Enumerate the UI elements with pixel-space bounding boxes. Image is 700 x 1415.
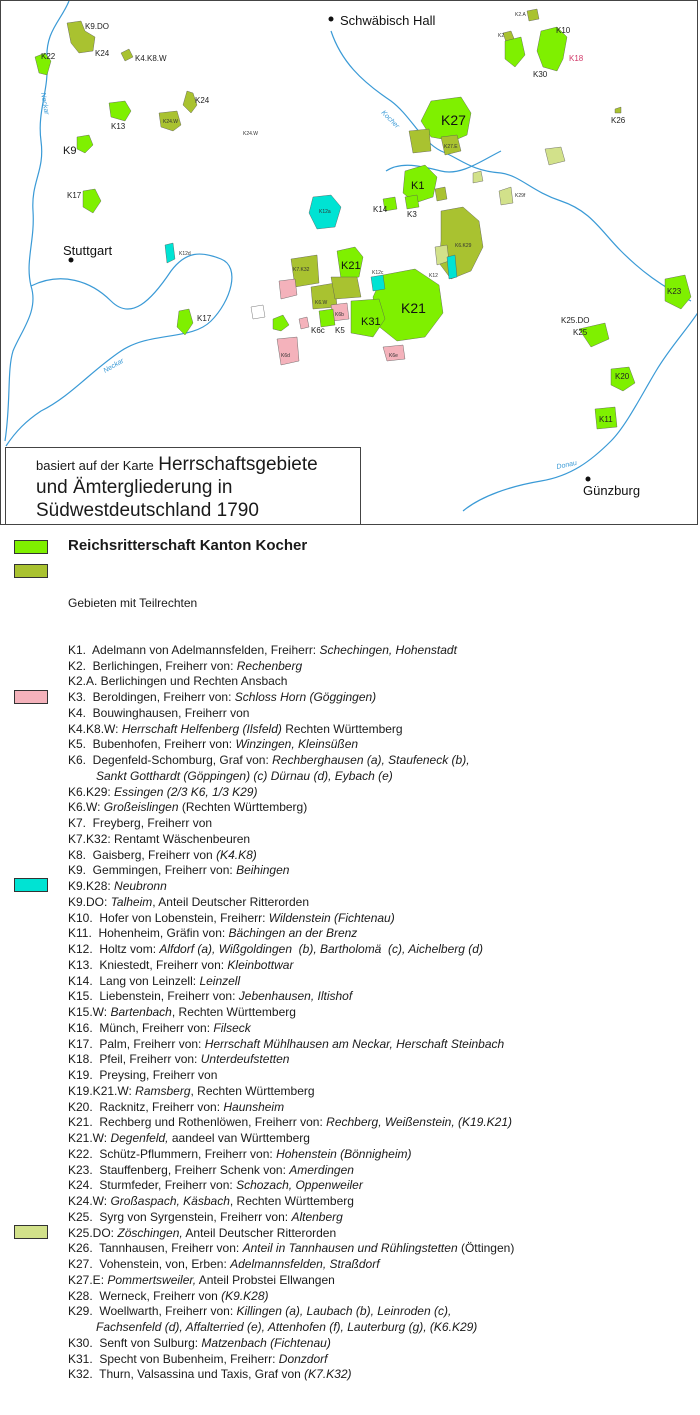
city-label-guenzburg: Günzburg: [583, 483, 641, 498]
legend-entry-text: , Anteil Deutscher Ritterorden: [152, 894, 310, 909]
territory-labels: [41, 12, 682, 424]
legend-entry-places: Fachsenfeld (d), Affalterried (e), Attenhofen (f), Lauterburg (g), (K6.K29): [96, 1320, 478, 1334]
legend-entry: [68, 1084, 514, 1100]
legend-entry-places: Unterdeufstetten: [200, 1052, 290, 1067]
label-k5: K5: [335, 326, 345, 335]
territory-k9: [77, 135, 93, 153]
label-k2: K2: [498, 33, 505, 39]
legend-entry-places: Anteil in Tannhausen und Rühlingstetten: [242, 1241, 458, 1256]
territory-k17b: [177, 309, 193, 335]
label-k18: K18: [569, 54, 584, 63]
territory-k29e: [545, 147, 565, 165]
legend-entry: [68, 722, 514, 738]
territory-k13: [109, 101, 131, 121]
legend-entry: [68, 942, 514, 958]
label-k17a: K17: [67, 191, 82, 200]
legend-entry: [68, 1273, 514, 1289]
legend-entry-places: Kleinbottwar: [227, 957, 294, 972]
legend-entry-text: , Rechten Württemberg: [171, 1005, 296, 1019]
river-neckar-north: [5, 1, 69, 441]
label-k6k29: K6.K29: [455, 243, 472, 249]
swatch-woellwarth: [14, 1225, 48, 1239]
legend-entry-places: Neubronn: [114, 879, 167, 893]
legend-entry-places: Ramsberg: [135, 1083, 191, 1098]
legend-entry-text: K19.K21.W:: [68, 1083, 136, 1098]
label-k27: K27: [441, 112, 466, 128]
legend-entry: [68, 989, 514, 1005]
label-k6d: K6d: [281, 353, 290, 359]
territory-k26: [615, 107, 621, 113]
legend-entry-text: K20. Racknitz, Freiherr von:: [68, 1099, 224, 1114]
territory-k2a: [527, 9, 539, 21]
legend-entry: [68, 1367, 514, 1383]
legend-entry-places: Herrschaft Helfenberg (Ilsfeld): [121, 721, 282, 736]
territory-k30-main: [505, 37, 525, 67]
label-k1: K1: [411, 180, 425, 192]
legend-entry: [68, 1115, 514, 1131]
map-panel: [0, 0, 698, 525]
legend-entry-text: K1. Adelmann von Adelmannsfelden, Freiherr:: [68, 642, 320, 657]
label-k6c: K6c: [311, 326, 325, 335]
label-k10: K10: [556, 26, 571, 35]
legend-title: Reichsritterschaft Kanton Kocher: [68, 537, 308, 554]
label-k9: K9: [63, 145, 77, 157]
legend-entry-text: K9. Gemmingen, Freiherr von:: [68, 863, 237, 878]
label-k12d: K12d: [179, 251, 191, 257]
legend-entry-text: K4. Bouwinghausen, Freiherr von: [68, 705, 250, 720]
legend-entry-text: K13. Kniestedt, Freiherr von:: [68, 957, 228, 972]
legend-entry-text: K9.DO:: [68, 894, 111, 909]
legend-entry: [68, 1005, 514, 1021]
legend-entry-text: K28. Werneck, Freiherr von: [68, 1288, 222, 1303]
legend-entry-text: K16. Münch, Freiherr von:: [68, 1020, 214, 1035]
legend-entry-text: K21. Rechberg und Rothenlöwen, Freiherr von:: [68, 1115, 327, 1130]
source-prefix: basiert auf der Karte: [36, 458, 154, 473]
legend-entry-text: Rechten Württemberg: [281, 721, 403, 736]
legend-entry-places: Schechingen, Hohenstadt: [319, 642, 457, 657]
city-label-stuttgart: Stuttgart: [63, 243, 113, 258]
legend-entry-places: Talheim: [110, 894, 153, 909]
river-neckar-south: [6, 254, 232, 446]
legend-entry: [68, 769, 514, 785]
river-label-donau: Donau: [555, 459, 578, 471]
label-k12c: K12c: [372, 270, 384, 276]
legend-entry-places: Beihingen: [236, 863, 290, 878]
legend-entry-text: aandeel van Württemberg: [168, 1131, 310, 1145]
label-k22: K22: [41, 52, 56, 61]
legend-entry-places: Zöschingen,: [117, 1225, 183, 1240]
legend-entry-places: Killingen (a), Laubach (b), Leinroden (c),: [236, 1304, 452, 1319]
source-title-line3: Südwestdeutschland 1790: [36, 500, 259, 521]
label-k11: K11: [599, 415, 613, 424]
label-k26: K26: [611, 116, 626, 125]
legend-entry-text: K7.K32: Rentamt Wäschenbeuren: [68, 831, 251, 846]
legend-entry: [68, 1052, 514, 1068]
label-k17b: K17: [197, 314, 212, 323]
label-k12a: K12a: [319, 209, 331, 215]
legend-entry: [68, 911, 514, 927]
legend-entry-text: K6.K29:: [68, 784, 115, 799]
legend-entry-places: Rechberg, Weißenstein, (K19.K21): [326, 1115, 513, 1130]
legend-entry-places: Sankt Gotthardt (Göppingen) (c) Dürnau (d), Eybach (e): [96, 768, 393, 783]
legend-entry-places: Altenberg: [291, 1209, 343, 1224]
city-dot-stuttgart: [69, 258, 74, 263]
legend-entry-places: Winzingen, Kleinsüßen: [235, 737, 359, 752]
legend-entry-text: K15. Liebenstein, Freiherr von:: [68, 989, 239, 1004]
label-k24f: K24.W: [243, 131, 259, 137]
legend-entry-text: K7. Freyberg, Freiherr von: [68, 816, 213, 830]
legend-entry: [68, 1226, 514, 1242]
legend-entry: [68, 1100, 514, 1116]
legend-entry-text: K11. Hohenheim, Gräfin von:: [68, 926, 229, 941]
label-k7k32: K7.K32: [293, 267, 310, 273]
legend-entry-places: Rechenberg: [236, 658, 303, 673]
legend-entry-places: Wildenstein (Fichtenau): [268, 910, 395, 925]
label-k9do: K9.DO: [85, 22, 110, 31]
legend-entry-text: K17. Palm, Freiherr von:: [68, 1036, 205, 1051]
river-label-neckar-south: Neckar: [102, 357, 126, 375]
legend-entry-text: K31. Specht von Bubenheim, Freiherr:: [68, 1351, 279, 1366]
legend-entry: [68, 785, 514, 801]
legend-entry-text: K15.W:: [68, 1005, 111, 1019]
legend-entry-places: Bächingen an der Brenz: [228, 926, 358, 941]
city-dot-schwaebisch-hall: [329, 17, 334, 22]
label-k48w: K4.K8.W: [135, 54, 167, 63]
legend-entry: [68, 1304, 514, 1320]
territory-k16: [273, 315, 289, 331]
legend-entry-places: (K4.K8): [216, 847, 257, 862]
label-k14: K14: [373, 205, 388, 214]
legend-entry: [68, 643, 514, 659]
territory-k6d: [277, 337, 299, 365]
river-donau: [463, 311, 698, 511]
legend-entry-places: Rechberghausen (a), Staufeneck (b),: [272, 753, 470, 767]
legend-entry: [68, 1131, 514, 1147]
legend-entry-places: Alfdorf (a), Wißgoldingen (b), Bartholomä (c), Aichelberg (d): [159, 942, 483, 956]
territory-k28: [435, 187, 447, 201]
legend-entry: [68, 1336, 514, 1352]
legend-entry-text: K23. Stauffenberg, Freiherr Schenk von:: [68, 1162, 290, 1177]
territory-k29f: [499, 187, 513, 205]
territory-k12-east: [447, 255, 457, 279]
territory-k3: [405, 195, 419, 209]
legend-entry-places: (K9.K28): [221, 1288, 269, 1303]
legend-entry: [68, 659, 514, 675]
legend-entry-places: Pommertsweiler,: [107, 1272, 197, 1287]
legend-entry-text: K2. Berlichingen, Freiherr von:: [68, 658, 237, 673]
label-k24w: K24.W: [163, 119, 179, 125]
swatch-kanton: [14, 540, 48, 554]
legend-entry: [68, 1021, 514, 1037]
label-k27e: K27.E: [444, 144, 458, 150]
territory-k6c: [299, 317, 309, 329]
legend-entry: [68, 1194, 514, 1210]
territory-k29g: [473, 171, 483, 183]
legend-entry-places: Schloss Horn (Göggingen): [234, 690, 377, 704]
label-k23: K23: [667, 287, 682, 296]
legend-entry-text: K27.E:: [68, 1272, 108, 1287]
legend-entry: [68, 895, 514, 911]
label-k24b: K24: [195, 96, 210, 105]
legend-entry-text: K24.W:: [68, 1194, 111, 1208]
legend-entry: [68, 1163, 514, 1179]
legend-entry: [68, 879, 514, 895]
legend-entry: [68, 706, 514, 722]
legend-entry: [68, 816, 514, 832]
legend: [0, 532, 700, 1382]
swatch-teilrechte: [14, 564, 48, 578]
swatch-degenfeld: [14, 690, 48, 704]
legend-entry: [68, 926, 514, 942]
legend-entry-text: , Rechten Württemberg: [229, 1194, 354, 1208]
legend-entry-places: Herrschaft Mühlhausen am Neckar, Herschaft Steinbach: [204, 1036, 505, 1051]
label-k20: K20: [615, 372, 630, 381]
territory-k6a: [279, 279, 297, 299]
legend-entry: [68, 974, 514, 990]
legend-entry-places: Schozach, Oppenweiler: [236, 1178, 363, 1193]
legend-entry-places: (K7.K32): [304, 1367, 352, 1382]
legend-entry-places: Bartenbach: [110, 1005, 172, 1019]
legend-entry: [68, 1147, 514, 1163]
legend-entry: [68, 800, 514, 816]
label-k29f: K29f: [515, 193, 526, 199]
legend-entry: [68, 1241, 514, 1257]
river-kocher: [331, 31, 691, 301]
legend-entry-text: K30. Senft von Sulburg:: [68, 1335, 202, 1350]
legend-entry-places: Großaspach, Käsbach: [110, 1194, 230, 1208]
label-k25: K25: [573, 328, 588, 337]
legend-entry: [68, 1037, 514, 1053]
legend-entry-text: K21.W:: [68, 1131, 111, 1145]
label-k31: K31: [361, 316, 381, 328]
river-label-neckar-north: Neckar: [39, 92, 50, 116]
source-title-line1: Herrschaftsgebiete: [158, 454, 318, 475]
city-dot-guenzburg: [586, 477, 591, 482]
label-k6w: K6.W: [315, 300, 328, 306]
legend-entry-places: Donzdorf: [278, 1351, 328, 1366]
legend-entry-text: K25.DO:: [68, 1225, 118, 1240]
legend-entry: [68, 1178, 514, 1194]
legend-entry-places: Matzenbach (Fichtenau): [201, 1335, 331, 1350]
territory-k15: [251, 305, 265, 319]
legend-entry-text: K2.A. Berlichingen und Rechten Ansbach: [68, 674, 288, 689]
source-caption-box: [5, 447, 361, 525]
swatch-holtz: [14, 878, 48, 892]
legend-entry: [68, 674, 514, 690]
legend-entry-text: K19. Preysing, Freiherr von: [68, 1068, 218, 1082]
territory-k5: [319, 309, 335, 327]
legend-entry-places: Haunsheim: [223, 1099, 285, 1114]
legend-entry-text: K6. Degenfeld-Schomburg, Graf von:: [68, 753, 273, 767]
legend-entry: [68, 1289, 514, 1305]
label-k13: K13: [111, 122, 126, 131]
label-k3: K3: [407, 210, 417, 219]
city-label-schwaebisch-hall: Schwäbisch Hall: [340, 13, 436, 28]
legend-entry: [68, 753, 514, 769]
source-title-line2: und Ämtergliederung in: [36, 477, 233, 498]
legend-entry-text: K10. Hofer von Lobenstein, Freiherr:: [68, 910, 269, 925]
river-kocher-branch: [386, 151, 501, 172]
legend-entry: [68, 1257, 514, 1273]
legend-entry: [68, 690, 514, 706]
label-k24a: K24: [95, 49, 110, 58]
legend-entry-text: K32. Thurn, Valsassina und Taxis, Graf von: [68, 1367, 305, 1382]
legend-lines: [68, 564, 514, 1415]
legend-entry-text: K14. Lang von Leinzell:: [68, 973, 200, 988]
territory-k12d: [165, 243, 175, 263]
legend-entry-places: Amerdingen: [289, 1162, 354, 1177]
label-k12: K12: [429, 273, 438, 279]
legend-entry-text: K6.W:: [68, 800, 104, 815]
territory-k17a: [83, 189, 101, 213]
label-k6e: K6e: [389, 353, 398, 359]
legend-entry-text: Anteil Deutscher Ritterorden: [182, 1225, 337, 1240]
territory-k12c: [371, 275, 385, 291]
legend-entry-places: Degenfeld,: [110, 1131, 169, 1145]
legend-teilrechte-label: Gebieten mit Teilrechten: [68, 595, 198, 610]
legend-entry-text: K8. Gaisberg, Freiherr von: [68, 847, 217, 862]
legend-entry: [68, 832, 514, 848]
legend-entry-text: K12. Holtz vom:: [68, 942, 160, 956]
legend-entry-text: , Rechten Württemberg: [190, 1083, 315, 1098]
legend-entry: [68, 737, 514, 753]
river-label-kocher: Kocher: [379, 109, 401, 131]
legend-entry: [68, 1068, 514, 1084]
legend-entry: [68, 958, 514, 974]
legend-entry: [68, 848, 514, 864]
territory-k19k21w: [331, 277, 361, 299]
legend-entry-text: K25. Syrg von Syrgenstein, Freiherr von:: [68, 1209, 292, 1224]
legend-entry-text: K18. Pfeil, Freiherr von:: [68, 1052, 201, 1067]
label-k30: K30: [533, 70, 548, 79]
legend-entry-places: Hohenstein (Bönnigheim): [276, 1146, 412, 1161]
territory-k27b: [409, 129, 431, 153]
legend-entry-text: K22. Schütz-Pflummern, Freiherr von:: [68, 1146, 277, 1161]
legend-entry-text: (Öttingen): [457, 1241, 515, 1256]
legend-entry-text: K27. Vohenstein, von, Erben:: [68, 1257, 231, 1271]
label-k21-north: K21: [341, 260, 361, 272]
legend-entry-text: K9.K28:: [68, 879, 115, 893]
label-k25do: K25.DO: [561, 316, 590, 325]
legend-entry-places: Jebenhausen, Iltishof: [238, 989, 353, 1004]
legend-entry-text: K29. Woellwarth, Freiherr von:: [68, 1304, 237, 1319]
legend-entry-text: K24. Sturmfeder, Freiherr von:: [68, 1178, 237, 1193]
territory-k48w: [121, 49, 133, 61]
legend-entry-places: Leinzell: [199, 973, 241, 988]
legend-entry: [68, 1352, 514, 1368]
legend-entry-places: Großeislingen: [103, 800, 179, 815]
territories: [35, 9, 691, 429]
legend-entry-places: Filseck: [213, 1020, 251, 1035]
legend-entry-text: Anteil Probstei Ellwangen: [196, 1272, 335, 1287]
legend-entry-text: K26. Tannhausen, Freiherr von:: [68, 1241, 243, 1256]
label-k6b: K6b: [335, 312, 344, 318]
legend-entries: [68, 643, 514, 1383]
legend-entry-places: Adelmannsfelden, Straßdorf: [230, 1257, 380, 1271]
legend-entry-text: K4.K8.W:: [68, 721, 122, 736]
legend-entry-text: (Rechten Württemberg): [178, 800, 308, 815]
legend-entry-text: K5. Bubenhofen, Freiherr von:: [68, 737, 236, 752]
legend-entry-places: Essingen (2/3 K6, 1/3 K29): [114, 784, 258, 799]
label-k21-main: K21: [401, 300, 426, 316]
legend-entry-text: K3. Beroldingen, Freiherr von:: [68, 690, 235, 704]
legend-entry: [68, 1320, 514, 1336]
legend-entry: [68, 1210, 514, 1226]
label-k2a: K2.A: [515, 12, 526, 18]
legend-entry: [68, 863, 514, 879]
